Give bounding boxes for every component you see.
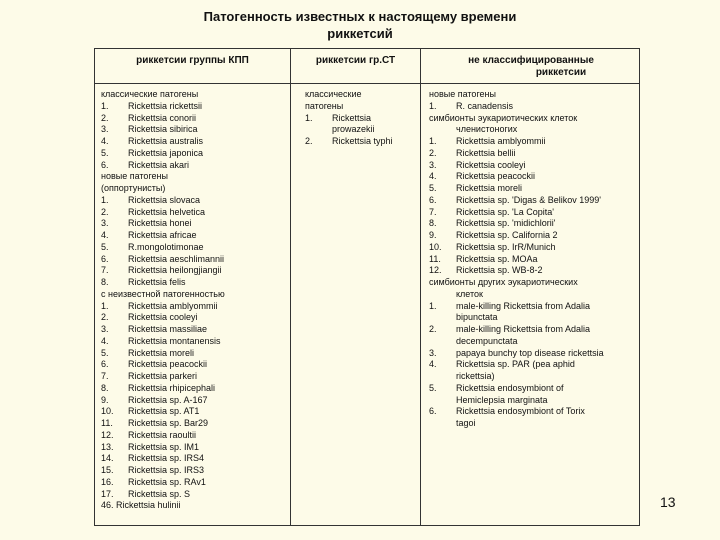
item-number: 3. bbox=[429, 159, 437, 170]
list-item bbox=[429, 195, 604, 207]
item-number: 9. bbox=[101, 394, 109, 405]
item-number: 2. bbox=[101, 312, 109, 323]
item-continuation: tagoi bbox=[456, 418, 476, 428]
column-st-list bbox=[305, 89, 393, 148]
list-item bbox=[101, 500, 225, 512]
item-number: 4. bbox=[429, 171, 437, 182]
item-number: 8. bbox=[101, 277, 109, 287]
title-line-1: Патогенность известных к настоящему времени bbox=[203, 9, 517, 24]
item-number: 1. bbox=[429, 136, 437, 146]
item-text: Rickettsia sp. A-167 bbox=[128, 394, 208, 405]
list-item bbox=[101, 465, 225, 477]
section-label: новые патогены bbox=[429, 89, 496, 99]
item-text: Rickettsia sp. WB-8-2 bbox=[456, 265, 543, 276]
list-item bbox=[101, 89, 225, 101]
list-item bbox=[101, 301, 225, 313]
section-label: симбионты эукариотических клеток bbox=[429, 112, 578, 123]
item-number: 13. bbox=[101, 441, 114, 452]
item-number: 4. bbox=[429, 359, 437, 370]
list-item bbox=[101, 136, 225, 148]
list-item bbox=[429, 348, 604, 360]
item-number: 6. bbox=[101, 359, 109, 370]
list-item bbox=[429, 160, 604, 172]
header-kpp: риккетсии группы КПП bbox=[136, 55, 249, 66]
list-item bbox=[429, 383, 604, 395]
item-continuation: rickettsia) bbox=[456, 371, 495, 381]
page-number: 13 bbox=[660, 494, 676, 510]
list-item bbox=[429, 395, 604, 407]
section-label: классические патогены bbox=[101, 89, 199, 99]
item-text: Rickettsia bellii bbox=[456, 147, 516, 158]
list-item bbox=[429, 336, 604, 348]
list-item bbox=[101, 336, 225, 348]
item-text: Rickettsia endosymbiont of Torix bbox=[456, 406, 585, 417]
item-number: 6. bbox=[429, 406, 437, 417]
item-text: Rickettsia sp. S bbox=[128, 488, 191, 499]
item-number: 7. bbox=[429, 206, 437, 217]
item-text: Rickettsia australis bbox=[128, 136, 204, 146]
list-item bbox=[305, 124, 393, 136]
section-label: классические bbox=[305, 89, 362, 99]
section-label: патогены bbox=[305, 100, 344, 111]
item-number: 11. bbox=[429, 253, 441, 264]
list-item bbox=[429, 171, 604, 183]
column-unclassified-list bbox=[429, 89, 604, 430]
item-continuation: членистоногих bbox=[456, 124, 518, 135]
list-item bbox=[101, 113, 225, 125]
item-text: Rickettsia felis bbox=[128, 277, 186, 287]
list-item bbox=[101, 348, 225, 360]
item-text: Rickettsia sp. AT1 bbox=[128, 406, 200, 417]
list-item bbox=[101, 289, 225, 301]
section-label: с неизвестной патогенностью bbox=[101, 288, 225, 299]
item-number: 1. bbox=[101, 194, 109, 205]
list-item bbox=[101, 195, 225, 207]
list-item bbox=[429, 371, 604, 383]
item-text: Rickettsia aeschlimannii bbox=[128, 253, 225, 264]
list-item bbox=[429, 101, 604, 113]
list-item bbox=[101, 230, 225, 242]
header-unclassified: не классифицированные риккетсии bbox=[468, 55, 594, 78]
list-item bbox=[101, 453, 225, 465]
item-text: Rickettsia sp. Bar29 bbox=[128, 418, 209, 428]
list-item bbox=[305, 136, 393, 148]
list-item bbox=[429, 124, 604, 136]
list-item bbox=[101, 406, 225, 418]
list-item bbox=[101, 324, 225, 336]
item-text: Rickettsia amblyommii bbox=[456, 136, 546, 146]
section-label: 46. Rickettsia hulinii bbox=[101, 500, 181, 511]
section-label: симбионты других эукариотических bbox=[429, 277, 578, 287]
item-continuation: prowazekii bbox=[332, 124, 375, 135]
item-number: 11. bbox=[101, 418, 113, 428]
item-number: 12. bbox=[101, 429, 114, 440]
list-item bbox=[305, 113, 393, 125]
item-text: Rickettsia cooleyi bbox=[128, 312, 198, 323]
item-text: Rickettsia typhi bbox=[332, 136, 393, 146]
item-text: Rickettsia sp. 'midichlorii' bbox=[456, 218, 556, 229]
item-continuation: bipunctata bbox=[456, 312, 498, 323]
item-number: 2. bbox=[101, 206, 109, 217]
list-item bbox=[101, 148, 225, 160]
list-item bbox=[429, 418, 604, 430]
item-text: R.mongolotimonae bbox=[128, 241, 204, 252]
item-text: Rickettsia helvetica bbox=[128, 206, 206, 217]
section-label: (оппортунисты) bbox=[101, 183, 166, 193]
list-item bbox=[429, 359, 604, 371]
item-number: 8. bbox=[101, 382, 109, 393]
list-item bbox=[101, 242, 225, 254]
item-text: male-killing Rickettsia from Adalia bbox=[456, 300, 591, 311]
item-number: 4. bbox=[101, 136, 109, 146]
item-text: Rickettsia honei bbox=[128, 218, 192, 229]
list-item bbox=[101, 477, 225, 489]
list-item bbox=[101, 207, 225, 219]
item-text: Rickettsia sp. 'Digas & Belikov 1999' bbox=[456, 194, 602, 205]
item-text: Rickettsia sp. MOAa bbox=[456, 253, 538, 264]
item-text: R. canadensis bbox=[456, 100, 514, 111]
list-item bbox=[101, 383, 225, 395]
item-number: 2. bbox=[305, 136, 313, 146]
list-item bbox=[101, 430, 225, 442]
item-text: Rickettsia peacockii bbox=[456, 171, 536, 182]
item-number: 10. bbox=[429, 241, 442, 252]
item-text: Rickettsia akari bbox=[128, 159, 190, 170]
item-number: 6. bbox=[101, 253, 109, 264]
list-item bbox=[429, 254, 604, 266]
list-item bbox=[101, 254, 225, 266]
item-text: Rickettsia conorii bbox=[128, 112, 197, 123]
list-item bbox=[101, 160, 225, 172]
item-text: Rickettsia moreli bbox=[128, 347, 195, 358]
item-number: 12. bbox=[429, 265, 442, 276]
item-text: Rickettsia bbox=[332, 112, 372, 123]
header-st: риккетсии гр.СТ bbox=[315, 55, 396, 66]
list-item bbox=[429, 230, 604, 242]
item-number: 8. bbox=[429, 218, 437, 229]
list-item bbox=[429, 324, 604, 336]
item-number: 3. bbox=[429, 347, 437, 358]
list-item bbox=[101, 312, 225, 324]
list-item bbox=[101, 124, 225, 136]
list-item bbox=[101, 371, 225, 383]
item-text: Rickettsia sp. RAv1 bbox=[128, 476, 206, 487]
item-number: 5. bbox=[429, 382, 437, 393]
item-number: 3. bbox=[101, 218, 109, 229]
item-text: Rickettsia sp. IRS4 bbox=[128, 453, 205, 464]
item-text: Rickettsia sp. California 2 bbox=[456, 230, 558, 240]
item-text: Rickettsia endosymbiont of bbox=[456, 382, 564, 393]
item-number: 1. bbox=[429, 300, 437, 311]
header-divider bbox=[95, 83, 639, 84]
list-item bbox=[101, 277, 225, 289]
item-text: Rickettsia rhipicephali bbox=[128, 382, 216, 393]
item-number: 4. bbox=[101, 335, 109, 346]
item-number: 5. bbox=[101, 347, 109, 358]
item-number: 6. bbox=[429, 194, 437, 205]
list-item bbox=[101, 101, 225, 113]
item-continuation: decempunctata bbox=[456, 335, 518, 346]
item-number: 14. bbox=[101, 453, 114, 464]
item-text: Rickettsia parkeri bbox=[128, 371, 198, 381]
page-title bbox=[0, 8, 720, 42]
item-text: Rickettsia slovaca bbox=[128, 194, 201, 205]
item-number: 9. bbox=[429, 230, 437, 240]
section-label: новые патогены bbox=[101, 171, 168, 182]
item-text: Rickettsia sibirica bbox=[128, 124, 198, 135]
list-item bbox=[429, 136, 604, 148]
item-text: Rickettsia moreli bbox=[456, 183, 523, 193]
list-item bbox=[429, 207, 604, 219]
item-text: Rickettsia amblyommii bbox=[128, 300, 218, 311]
item-text: Rickettsia sp. 'La Copita' bbox=[456, 206, 554, 217]
list-item bbox=[429, 218, 604, 230]
item-continuation: клеток bbox=[456, 288, 483, 299]
rickettsia-table bbox=[94, 48, 640, 526]
list-item bbox=[429, 289, 604, 301]
item-number: 16. bbox=[101, 476, 114, 487]
item-number: 2. bbox=[429, 147, 437, 158]
item-number: 15. bbox=[101, 465, 114, 475]
item-text: Rickettsia rickettsii bbox=[128, 100, 203, 111]
item-text: Rickettsia raoultii bbox=[128, 429, 197, 440]
list-item bbox=[101, 218, 225, 230]
item-text: Rickettsia heilongjiangii bbox=[128, 265, 222, 276]
item-text: Rickettsia massiliae bbox=[128, 324, 208, 334]
item-number: 7. bbox=[101, 371, 109, 381]
item-number: 1. bbox=[101, 300, 109, 311]
item-text: Rickettsia montanensis bbox=[128, 335, 221, 346]
list-item bbox=[101, 442, 225, 454]
item-number: 1. bbox=[305, 112, 313, 123]
item-number: 3. bbox=[101, 324, 109, 334]
list-item bbox=[429, 148, 604, 160]
item-number: 1. bbox=[429, 100, 437, 111]
item-text: Rickettsia cooleyi bbox=[456, 159, 526, 170]
list-item bbox=[429, 242, 604, 254]
item-number: 2. bbox=[101, 112, 109, 123]
item-number: 5. bbox=[101, 241, 109, 252]
item-text: papaya bunchy top disease rickettsia bbox=[456, 347, 604, 358]
list-item bbox=[429, 277, 604, 289]
list-item bbox=[429, 183, 604, 195]
item-text: Rickettsia sp. IM1 bbox=[128, 441, 200, 452]
item-text: Rickettsia africae bbox=[128, 230, 197, 240]
item-text: Rickettsia peacockii bbox=[128, 359, 208, 370]
list-item bbox=[101, 489, 225, 501]
item-number: 2. bbox=[429, 324, 437, 334]
list-item bbox=[101, 395, 225, 407]
list-item bbox=[101, 418, 225, 430]
list-item bbox=[101, 359, 225, 371]
list-item bbox=[429, 312, 604, 324]
title-line-2: риккетсий bbox=[327, 26, 393, 41]
list-item bbox=[101, 265, 225, 277]
item-text: male-killing Rickettsia from Adalia bbox=[456, 324, 591, 334]
item-number: 1. bbox=[101, 100, 109, 111]
item-text: Rickettsia sp. IrR/Munich bbox=[456, 241, 556, 252]
list-item bbox=[429, 406, 604, 418]
item-number: 6. bbox=[101, 159, 109, 170]
item-text: Rickettsia japonica bbox=[128, 147, 204, 158]
list-item bbox=[305, 89, 393, 101]
list-item bbox=[101, 171, 225, 183]
item-number: 17. bbox=[101, 488, 114, 499]
list-item bbox=[429, 301, 604, 313]
item-number: 5. bbox=[429, 183, 437, 193]
column-kpp-list bbox=[101, 89, 225, 512]
item-continuation: Hemiclepsia marginata bbox=[456, 394, 548, 405]
list-item bbox=[305, 101, 393, 113]
list-item bbox=[429, 113, 604, 125]
item-number: 7. bbox=[101, 265, 109, 276]
item-text: Rickettsia sp. PAR (pea aphid bbox=[456, 359, 575, 370]
item-number: 3. bbox=[101, 124, 109, 135]
list-item bbox=[429, 89, 604, 101]
list-item bbox=[429, 265, 604, 277]
item-number: 4. bbox=[101, 230, 109, 240]
item-number: 5. bbox=[101, 147, 109, 158]
item-number: 10. bbox=[101, 406, 114, 417]
column-divider bbox=[290, 49, 291, 525]
list-item bbox=[101, 183, 225, 195]
column-divider bbox=[420, 49, 421, 525]
item-text: Rickettsia sp. IRS3 bbox=[128, 465, 205, 475]
